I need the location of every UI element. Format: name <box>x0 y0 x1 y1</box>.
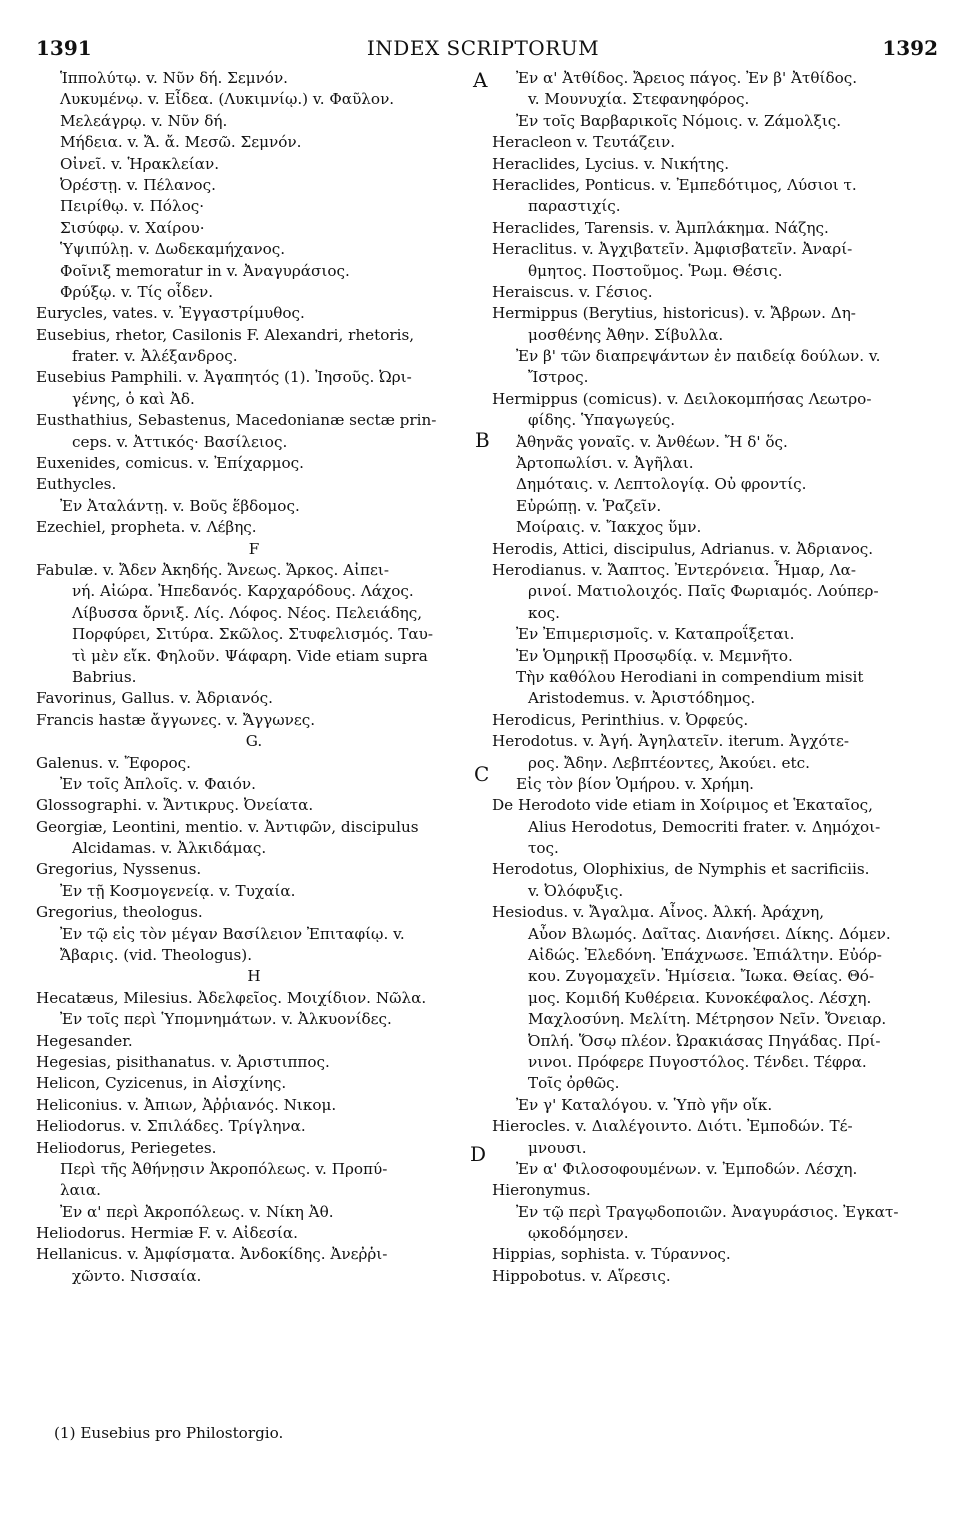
index-entry-line: Τὴν καθόλου Herodiani in compendium misit <box>516 667 864 686</box>
index-entry-line: Ὀπλή. Ὅσῳ πλέον. Ὠρακιάσας Πηγάδας. Πρί- <box>528 1031 881 1050</box>
index-entry-line: νή. Αἰώρα. Ἠπεδανός. Καρχαρόδους. Λάχος. <box>72 582 414 601</box>
index-entry-line: frater. v. Ἀλέξανδρος. <box>72 347 238 366</box>
section-marker-a: A <box>473 68 488 92</box>
index-entry-line: τὶ μὲν εἴκ. Φηλοῦν. Ψάφαρη. Vide etiam supra <box>72 646 428 665</box>
index-entry-line: Aristodemus. v. Ἀριστόδημος. <box>528 689 756 708</box>
index-entry-line: Ἐν τῇ Κοσμογενείᾳ. v. Τυχαία. <box>60 881 296 900</box>
index-entry-line: Λυκυμένῳ. v. Εἶδεα. (Λυκιμνίῳ.) v. Φαῦλον. <box>60 90 395 109</box>
index-entry-line: Ἐν Ἐπιμερισμοῖς. v. Καταπροΐξεται. <box>516 625 795 644</box>
index-entry-line: χῶντο. Νισσαία. <box>72 1266 202 1285</box>
index-entry-line: Οἰνεῖ. v. Ἡρακλείαν. <box>60 154 220 173</box>
index-entry-line: Ezechiel, propheta. v. Λέβης. <box>36 518 257 537</box>
right-page-number: 1392 <box>882 36 938 60</box>
index-entry-line: Σισύφῳ. v. Χαίρου· <box>60 218 205 237</box>
index-entry-line: Hegesias, pisithanatus. v. Ἀριστιππος. <box>36 1052 330 1071</box>
index-entry-line: κου. Ζυγομαχεῖν. Ἡμίσεια. Ἴωκα. Θείας. Θό- <box>528 967 875 986</box>
index-entry-line: ρος. Ἄδην. Λεβπτέοντες, Ἀκούει. etc. <box>528 753 810 772</box>
index-entry-line: μος. Κομιδή Κυθέρεια. Κυνοκέφαλος. Λέσχη. <box>528 988 872 1007</box>
index-entry-line: Περὶ τῆς Ἀθήνῃσιν Ἀκροπόλεως. v. Προπύ- <box>60 1159 388 1178</box>
index-entry-line: Herodotus. v. Ἀγή. Ἀγηλατεῖν. iterum. Ἀγχότε- <box>492 732 850 751</box>
index-entry-line: θμητος. Ποστοῦμος. Ῥωμ. Θέσις. <box>528 261 783 280</box>
index-entry-line: Heraclitus. v. Ἀγχιβατεῖν. Ἀμφισβατεῖν. Ἀναρί- <box>492 240 853 259</box>
index-entry-line: Ἐν τοῖς περὶ Ὑπομνημάτων. v. Ἀλκυονίδες. <box>60 1010 392 1029</box>
index-entry-line: Heliodorus. v. Σπιλάδες. Τρίγληνα. <box>36 1117 306 1136</box>
index-entry-line: Τοῖς ὀρθῶς. <box>528 1074 620 1093</box>
index-entry-line: Heracleon v. Τευτάζειν. <box>492 133 676 152</box>
index-entry-line: Ἄβαρις. (vid. Theologus). <box>60 946 253 965</box>
section-letter: G. <box>245 732 263 751</box>
running-title: INDEX SCRIPTORUM <box>366 36 600 60</box>
index-entry-line: λαια. <box>60 1181 101 1200</box>
index-entry-line: Eusthathius, Sebastenus, Macedonianæ sectæ prin- <box>36 411 437 430</box>
index-entry-line: ρινοί. Ματιολοιχός. Παῖς Φωριαμός. Λούπερ- <box>528 582 879 601</box>
index-entry-line: Herodis, Attici, discipulus, Adrianus. v. Ἀδριανος. <box>492 539 874 558</box>
index-entry-line: Ἐν τοῖς Ἀπλοῖς. v. Φαιόν. <box>60 774 256 793</box>
index-entry-line: Εἰς τὸν βίον Ὁμήρου. v. Χρήμη. <box>516 774 754 793</box>
section-letter: H <box>247 967 261 986</box>
index-entry-line: Herodianus. v. Ἄαπτος. Ἐντερόνεια. Ἧμαρ, Λα- <box>492 560 856 579</box>
index-entry-line: Ἐν τοῖς Βαρβαρικοῖς Νόμοις. v. Ζάμολξις. <box>516 111 842 130</box>
index-entry-line: Hieronymus. <box>492 1181 591 1200</box>
left-column <box>36 68 472 1287</box>
index-entry-line: Ἐν τῷ εἰς τὸν μέγαν Βασίλειον Ἐπιταφίῳ. v. <box>60 924 405 943</box>
index-entry-line: γένης, ὁ καὶ Ἀδ. <box>72 389 195 408</box>
index-entry-line: Hierocles. v. Διαλέγοιντο. Διότι. Ἐμποδών. Τέ- <box>492 1117 853 1136</box>
index-entry-line: Heraclides, Lycius. v. Νικήτης. <box>492 154 730 173</box>
index-entry-line: Λίβυσσα ὄρνιξ. Λίς. Λόφος. Νέος. Πελειάδης, <box>72 603 423 622</box>
index-entry-line: Hellanicus. v. Ἀμφίσματα. Ἀνδοκίδης. Ἀνεῤῥι- <box>36 1245 388 1264</box>
index-entry-line: Hesiodus. v. Ἄγαλμα. Αἶνος. Ἀλκή. Ἀράχνη, <box>492 903 825 922</box>
index-entry-line: Hermippus (Berytius, historicus). v. Ἄβρων. Δη- <box>492 304 856 323</box>
index-entry-line: Ὀρέστῃ. v. Πέλανος. <box>60 175 216 194</box>
section-marker-b: B <box>475 428 490 452</box>
index-entry-line: μοσθένης Ἀθην. Σίβυλλα. <box>528 325 724 344</box>
section-letter: F <box>248 539 260 558</box>
index-entry-line: Helicon, Cyzicenus, in Αἰσχίνης. <box>36 1074 287 1093</box>
index-entry-line: νινοι. Πρόφερε Πυγοστόλος. Τένδει. Τέφρα. <box>528 1052 867 1071</box>
index-entry-line: Ἐν Ὁμηρικῇ Προσῳδίᾳ. v. Μεμνῆτο. <box>516 646 793 665</box>
index-entry-line: Αἰδώς. Ἐλεδόνη. Ἐπάχνωσε. Ἐπιάλτην. Εὐόρ- <box>528 946 882 965</box>
index-entry-line: Ὑψιπύλῃ. v. Δωδεκαμήχανος. <box>60 240 286 259</box>
index-entry-line: Gregorius, theologus. <box>36 903 203 922</box>
index-entry-line: Ἐν γ' Καταλόγου. v. Ὑπὸ γῆν οἴκ. <box>516 1095 773 1114</box>
index-entry-line: Hecatæus, Milesius. Ἀδελφεῖος. Μοιχίδιον. Νῶλα. <box>36 988 427 1007</box>
index-entry-line: Ἱππολύτῳ. v. Νῦν δή. Σεμνόν. <box>60 69 289 87</box>
index-entry-line: Μήδεια. v. Ἄ. ἄ. Μεσῶ. Σεμνόν. <box>60 133 302 152</box>
index-entry-line: Heliconius. v. Ἀπιων, Ἀῤῥιανός. Νικομ. <box>36 1095 337 1114</box>
index-entry-line: Μοίραις. v. Ἴακχος ὕμν. <box>516 518 702 537</box>
index-entry-line: Δημόταις. v. Λεπτολογίᾳ. Οὐ φροντίς. <box>516 475 807 494</box>
index-entry-line: ceps. v. Ἀττικός· Βασίλειος. <box>72 432 288 451</box>
index-entry-line: Euthycles. <box>36 475 117 494</box>
index-entry-line: v. Ὀλόφυξις. <box>528 881 624 900</box>
index-entry-line: φίδης. Ὑπαγωγεύς. <box>528 411 676 430</box>
index-entry-line: Φοῖνιξ memoratur in v. Ἀναγυράσιος. <box>60 261 350 280</box>
index-entry-line: Eusebius, rhetor, Casilonis F. Alexandri, rhetoris, <box>36 325 415 344</box>
index-entry-line: Heliodorus. Hermiæ F. v. Αἰδεσία. <box>36 1224 298 1243</box>
index-entry-line: ῳκοδόμησεν. <box>528 1224 629 1243</box>
index-entry-line: Ἐν α' περὶ Ἀκροπόλεως. v. Νίκη Ἀθ. <box>60 1202 334 1221</box>
index-entry-line: Πειρίθῳ. v. Πόλος· <box>60 197 205 216</box>
index-entry-line: Eurycles, vates. v. Ἐγγαστρίμυθος. <box>36 304 305 323</box>
index-entry-line: Hegesander. <box>36 1031 133 1050</box>
index-entry-line: Ἀθηνᾶς γοναῖς. v. Ἀνθέων. Ἤ δ' ὅς. <box>516 432 788 451</box>
section-marker-d: D <box>470 1142 487 1166</box>
index-entry-line: Πορφύρει, Σιτύρα. Σκῶλος. Στυφελισμός. Ταυ- <box>72 625 434 644</box>
index-entry-line: Hippias, sophista. v. Τύραννος. <box>492 1245 731 1264</box>
index-entry-line: Fabulæ. v. Ἄδεν Ἀκηδής. Ἄνεως. Ἄρκος. Αἰπει- <box>36 560 389 579</box>
index-entry-line: Alcidamas. v. Ἀλκιδάμας. <box>72 839 267 858</box>
index-entry-line: Μελεάγρῳ. v. Νῦν δή. <box>60 111 228 130</box>
index-entry-line: παραστιχίς. <box>528 197 621 216</box>
index-entry-line: Ἐν α' Φιλοσοφουμένων. v. Ἐμποδών. Λέσχη. <box>516 1159 858 1178</box>
index-entry-line: Galenus. v. Ἔφορος. <box>36 753 191 772</box>
index-entry-line: Ἐν β' τῶν διαπρεψάντων ἐν παιδείᾳ δούλων. v. <box>516 347 881 366</box>
index-entry-line: Ἐν Ἀταλάντῃ. v. Βοῦς ἕβδομος. <box>60 496 300 515</box>
index-entry-line: μνουσι. <box>528 1138 587 1157</box>
index-entry-line: Francis hastæ ἄγγωνες. v. Ἄγγωνες. <box>36 710 316 729</box>
index-entry-line: Εὐρώπῃ. v. Ῥαζεῖν. <box>516 496 662 515</box>
right-column <box>492 68 934 1287</box>
index-entry-line: Herodicus, Perinthius. v. Ὀρφεύς. <box>492 710 749 729</box>
index-entry-line: Gregorius, Nyssenus. <box>36 860 202 879</box>
index-entry-line: Hippobotus. v. Αἵρεσις. <box>492 1266 671 1285</box>
index-entry-line: Glossographi. v. Ἄντικρυς. Ὀνείατα. <box>36 796 314 815</box>
index-entry-line: Georgiæ, Leontini, mentio. v. Ἀντιφῶν, discipulus <box>36 817 419 836</box>
index-entry-line: Alius Herodotus, Democriti frater. v. Δημόχοι- <box>528 817 881 836</box>
index-entry-line: Eusebius Pamphili. v. Ἀγαπητός (1). Ἰησοῦς. Ὠρι- <box>36 368 412 387</box>
index-entry-line: Euxenides, comicus. v. Ἐπίχαρμος. <box>36 454 304 473</box>
index-entry-line: Herodotus, Olophixius, de Nymphis et sacrificiis. <box>492 860 870 879</box>
left-page-number: 1391 <box>36 36 92 60</box>
index-entry-line: Hermippus (comicus). v. Δειλοκομπήσας Λεωτρο- <box>492 389 872 408</box>
index-entry-line: Babrius. <box>72 667 137 686</box>
index-entry-line: Heraclides, Tarensis. v. Ἀμπλάκημα. Νάζης. <box>492 218 829 237</box>
index-entry-line: Ἐν τῷ περὶ Τραγῳδοποιῶν. Ἀναγυράσιος. Ἐγκατ- <box>516 1202 899 1221</box>
page-header <box>0 0 966 60</box>
index-entry-line: τος. <box>528 839 559 858</box>
index-entry-line: Φρύξῳ. v. Τίς οἶδεν. <box>60 282 214 301</box>
index-entry-line: v. Μουνυχία. Στεφανηφόρος. <box>528 90 750 109</box>
index-entry-line: Heraiscus. v. Γέσιος. <box>492 282 653 301</box>
index-entry-line: κος. <box>528 603 560 622</box>
index-entry-line: Ἐν α' Ἀτθίδος. Ἄρειος πάγος. Ἐν β' Ἀτθίδος. <box>516 69 858 87</box>
index-entry-line: Favorinus, Gallus. v. Ἀδριανός. <box>36 689 273 708</box>
index-entry-line: Μαχλοσύνη. Μελίτη. Μέτρησον Νεῖν. Ὄνειαρ. <box>528 1010 887 1029</box>
index-entry-line: Heraclides, Ponticus. v. Ἐμπεδότιμος, Λύσιοι τ. <box>492 175 857 194</box>
index-entry-line: Ἀρτοπωλίσι. v. Ἀγῆλαι. <box>516 454 694 473</box>
index-entry-line: Heliodorus, Periegetes. <box>36 1138 217 1157</box>
section-marker-c: C <box>474 762 490 786</box>
footnote: (1) Eusebius pro Philostorgio. <box>54 1424 284 1442</box>
index-entry-line: De Herodoto vide etiam in Χοίριμος et Ἑκαταῖος, <box>492 796 873 815</box>
index-entry-line: Ἴστρος. <box>528 368 589 387</box>
index-entry-line: Αὖον Βλωμός. Δαῖτας. Διανήσει. Δίκης. Δόμεν. <box>528 924 891 943</box>
